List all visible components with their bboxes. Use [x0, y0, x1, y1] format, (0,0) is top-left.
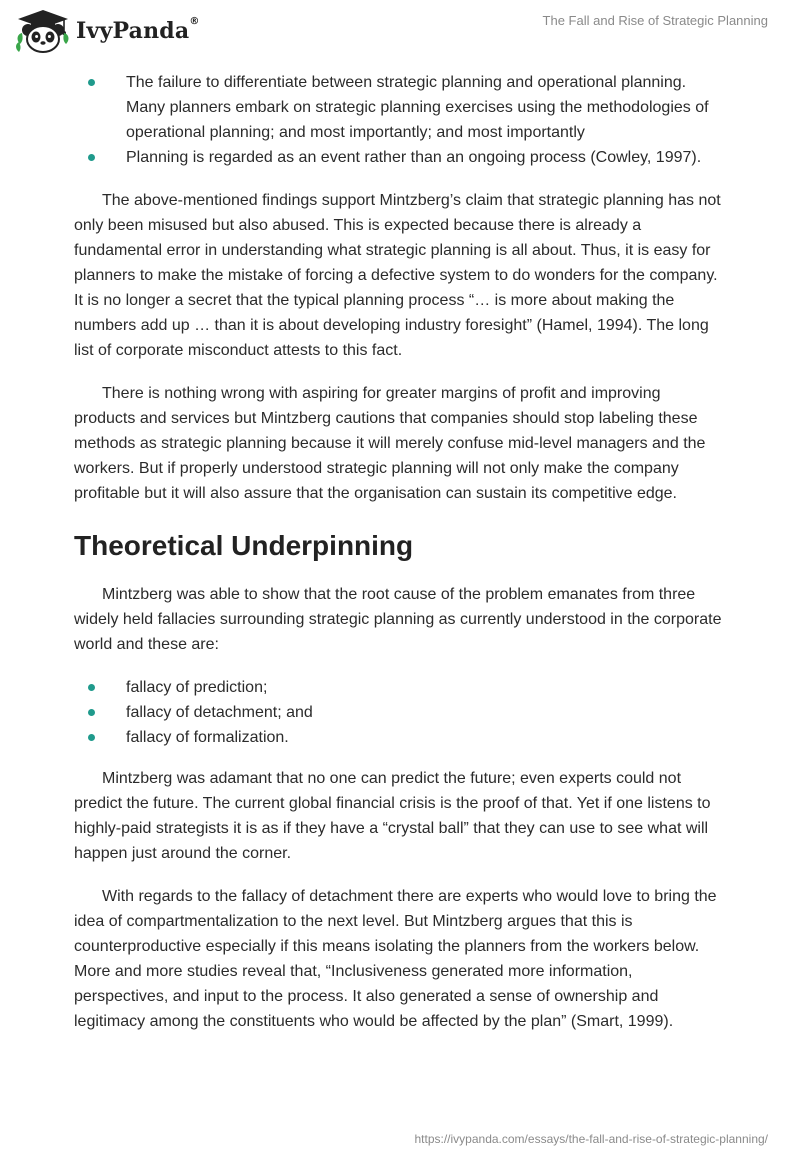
list-item	[74, 725, 726, 750]
source-url[interactable]: https://ivypanda.com/essays/the-fall-and-rise-of-strategic-planning/	[414, 1132, 768, 1146]
list-item-text: The failure to differentiate between strategic planning and operational planning. Many planners embark on strategic planning exercises using the methodologies of operational planning; and most importantly; and most importantly	[126, 74, 709, 141]
list-item-text: Planning is regarded as an event rather than an ongoing process (Cowley, 1997).	[126, 149, 702, 166]
list-item	[74, 70, 726, 145]
list-item	[74, 145, 726, 170]
bullet-icon	[88, 79, 95, 86]
paragraph: The above-mentioned findings support Mintzberg’s claim that strategic planning has not only been misused but also abused. This is expected because there is already a fundamental error in understanding what strategic planning is all about. Thus, it is easy for planners to make the mistake of forcing a defective system to do wonders for the company. It is no longer a secret that the typical planning process “… is more about making the numbers add up … than it is about developing industry foresight” (Hamel, 1994). The long list of corporate misconduct attests to this fact.	[74, 192, 721, 359]
paragraph: With regards to the fallacy of detachment there are experts who would love to bring the idea of compartmentalization to the next level. But Mintzberg argues that this is counterproductive especially if this means isolating the planners from the workers below. More and more studies reveal that, “Inclusiveness generated more information, perspectives, and input to the process. It also generated a sense of ownership and legitimacy among the constituents who would be affected by the plan” (Smart, 1999).	[74, 888, 717, 1030]
list-item-text: fallacy of formalization.	[126, 729, 289, 746]
bullet-icon	[88, 734, 95, 741]
fallacies-list	[74, 675, 726, 750]
bullet-icon	[88, 709, 95, 716]
ivypanda-logo[interactable]	[14, 8, 200, 54]
findings-list	[74, 70, 726, 170]
panda-graduate-icon	[14, 8, 72, 54]
list-item-text: fallacy of prediction;	[126, 679, 268, 696]
list-item-text: fallacy of detachment; and	[126, 704, 313, 721]
registered-mark: ®	[189, 16, 200, 27]
paragraph: There is nothing wrong with aspiring for greater margins of profit and improving products and services but Mintzberg cautions that companies should stop labeling these methods as strategic planning because it will merely confuse mid-level managers and the workers. But if properly understood strategic planning will not only make the company profitable but it will also assure that the organisation can sustain its competitive edge.	[74, 385, 706, 502]
bullet-icon	[88, 684, 95, 691]
document-title: The Fall and Rise of Strategic Planning	[542, 13, 768, 28]
page-header	[0, 0, 800, 70]
list-item	[74, 675, 726, 700]
paragraph: Mintzberg was adamant that no one can predict the future; even experts could not predict the future. The current global financial crisis is the proof of that. Yet if one listens to highly-paid strategists it is as if they have a “crystal ball” that they can use to see what will happen just around the corner.	[74, 770, 711, 862]
section-heading: Theoretical Underpinning	[74, 530, 414, 561]
paragraph: Mintzberg was able to show that the root cause of the problem emanates from three widely held fallacies surrounding strategic planning as currently understood in the corporate world and these are:	[74, 586, 722, 653]
essay-content	[74, 70, 726, 1034]
brand-name: IvyPanda®	[76, 16, 200, 44]
list-item	[74, 700, 726, 725]
bullet-icon	[88, 154, 95, 161]
